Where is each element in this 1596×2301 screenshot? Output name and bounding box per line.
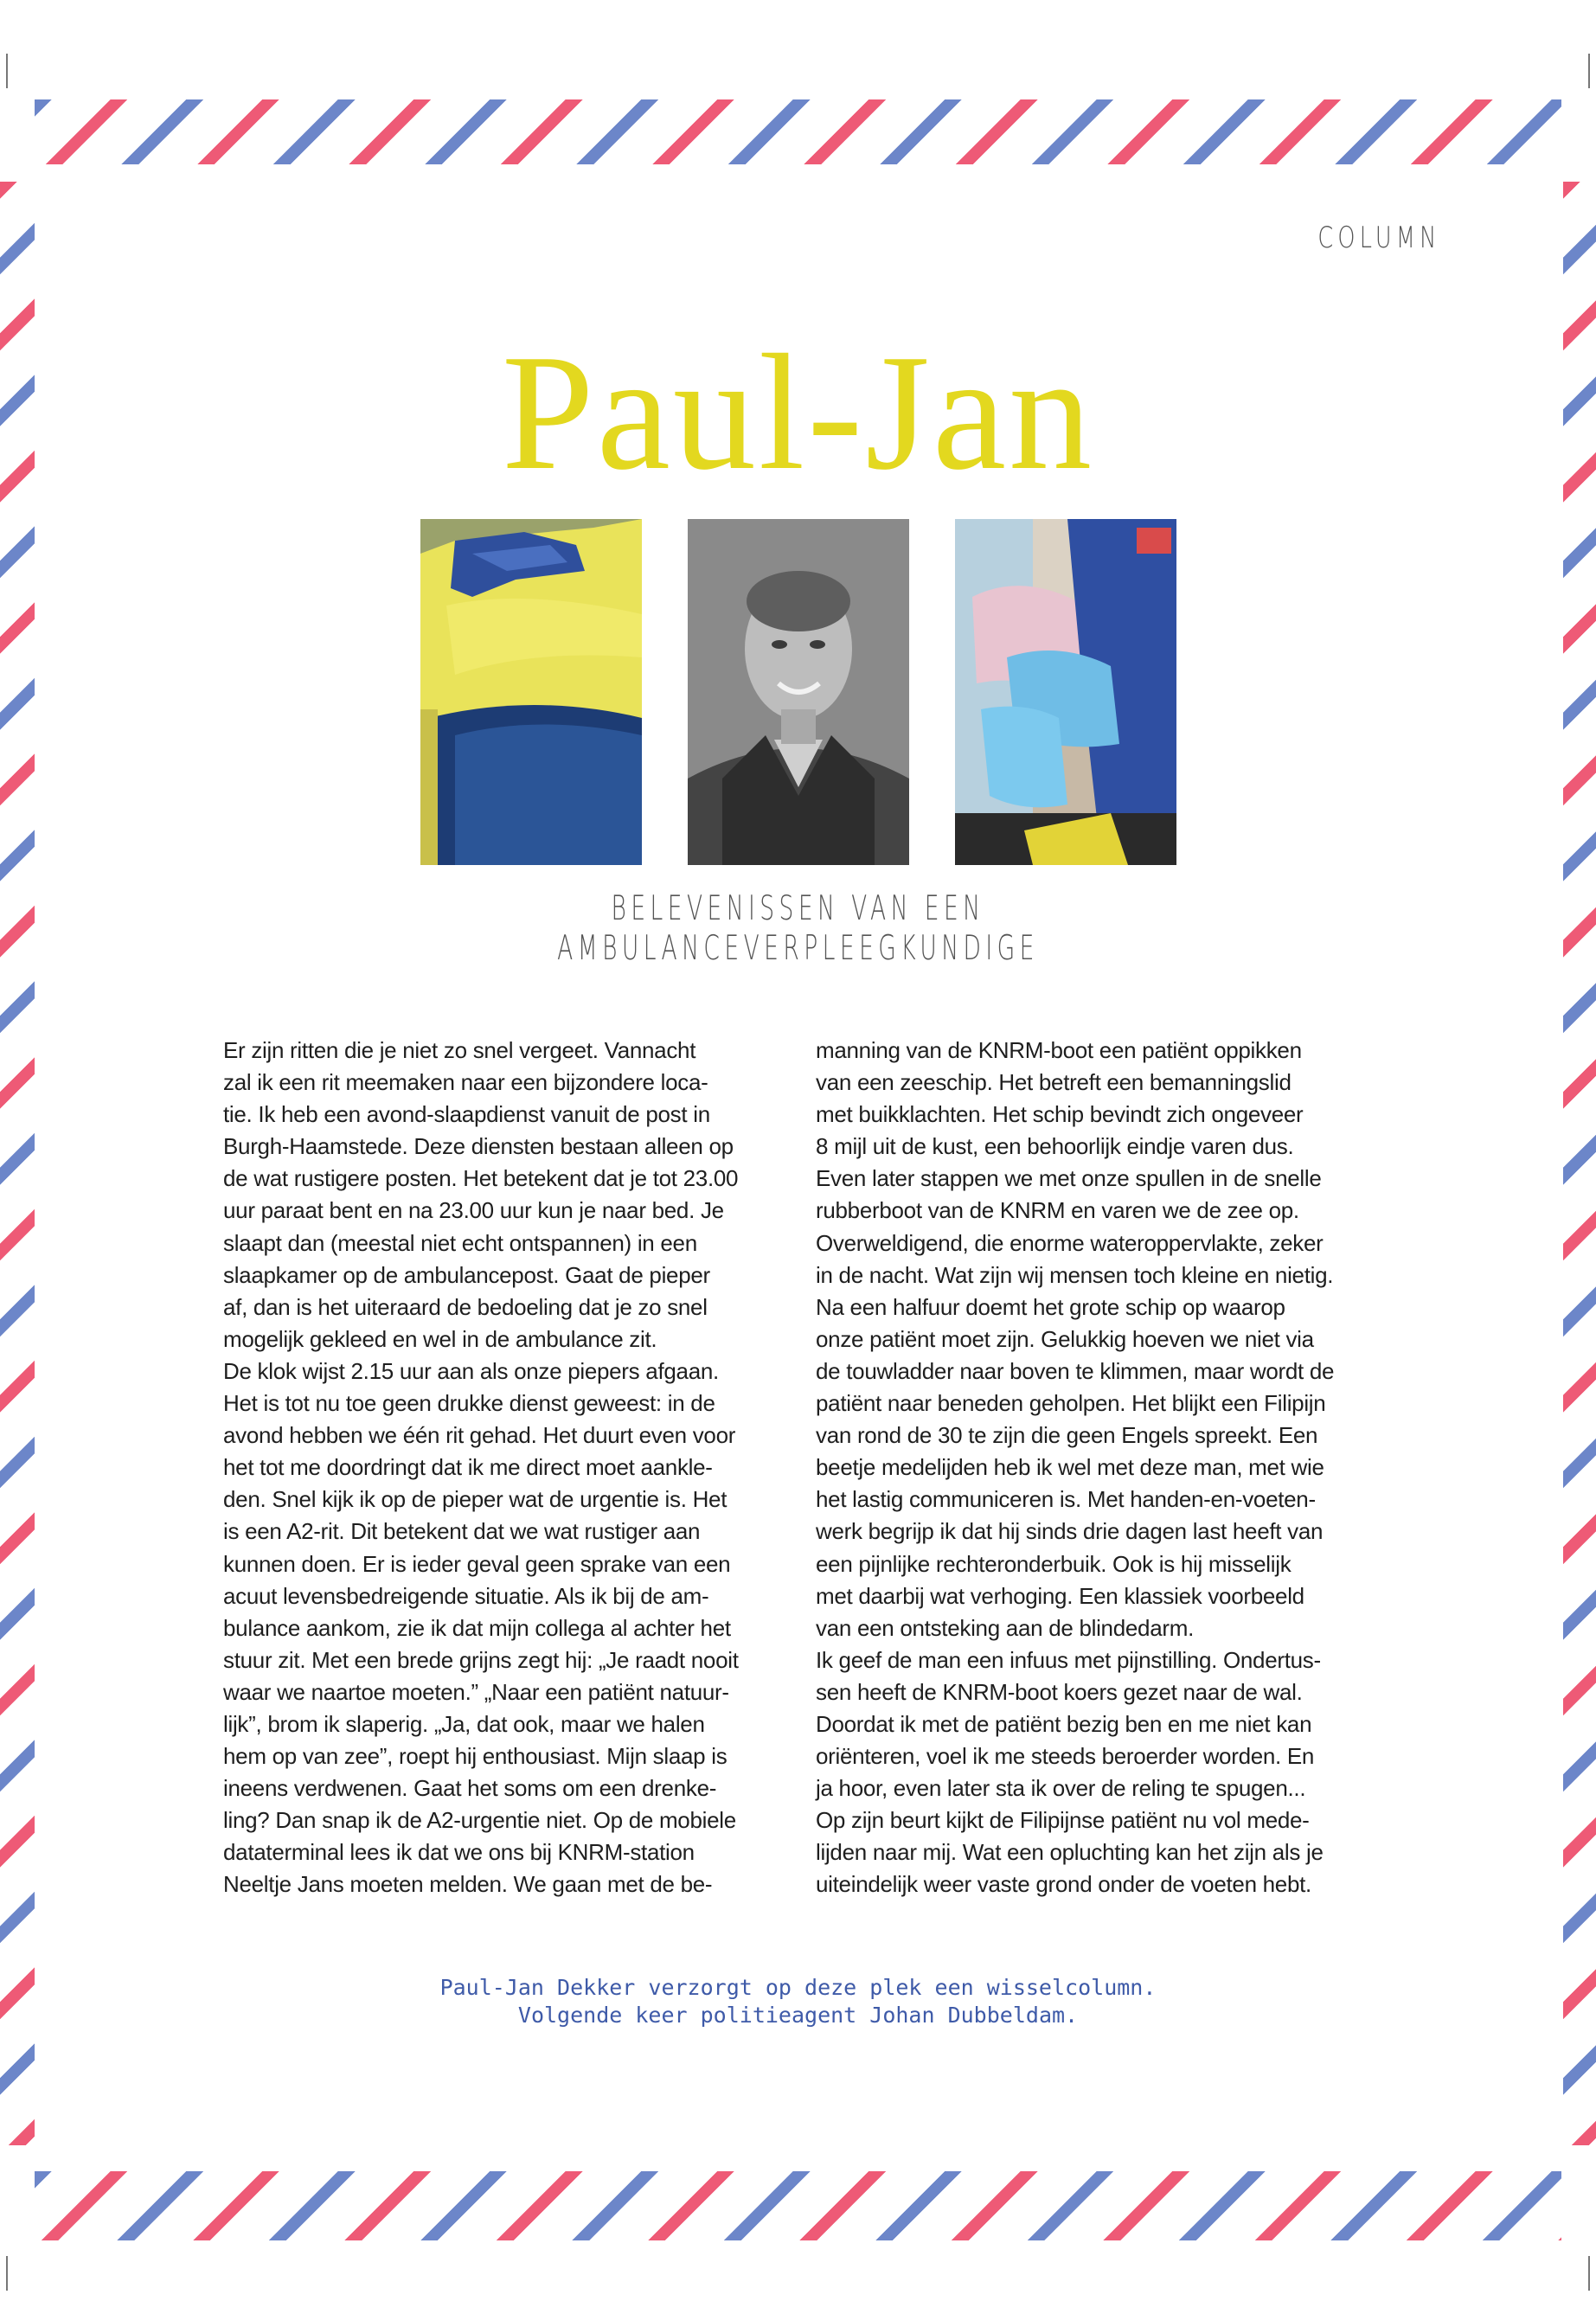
article-line: ja hoor, even later sta ik over de reling te spugen... <box>816 1775 1306 1802</box>
page-title: Paul-Jan <box>501 320 1095 504</box>
article-line: bulance aankom, zie ik dat mijn collega al achter het <box>223 1614 731 1641</box>
article-line: beetje medelijden heb ik wel met deze man, met wie <box>816 1454 1324 1481</box>
article-line: Ik geef de man een infuus met pijnstilling. Ondertus- <box>816 1646 1321 1673</box>
article-line: de touwladder naar boven te klimmen, maar wordt de <box>816 1357 1335 1384</box>
article-line: slaapkamer op de ambulancepost. Gaat de pieper <box>223 1261 710 1288</box>
article-line: den. Snel kijk ik op de pieper wat de urgentie is. Het <box>223 1486 727 1513</box>
article-column-right <box>816 1035 1369 1901</box>
article-line: manning van de KNRM-boot een patiënt oppikken <box>816 1037 1302 1063</box>
article-line: Na een halfuur doemt het grote schip op waarop <box>816 1293 1285 1320</box>
section-label: COLUMN <box>1317 221 1440 255</box>
article-line: ling? Dan snap ik de A2-urgentie niet. Op de mobiele <box>223 1807 736 1834</box>
ambulance-photo <box>420 519 642 865</box>
crop-mark <box>6 54 8 88</box>
subtitle-line: AMBULANCEVERPLEEGKUNDIGE <box>557 929 1039 968</box>
article-line: uur paraat bent en na 23.00 uur kun je naar bed. Je <box>223 1197 724 1224</box>
article-line: oriënteren, voel ik me steeds beroerder worden. En <box>816 1743 1315 1770</box>
article-line: zal ik een rit meemaken naar een bijzondere loca- <box>223 1069 708 1096</box>
article-line: met buikklachten. Het schip bevindt zich ongeveer <box>816 1101 1304 1128</box>
article-line: Er zijn ritten die je niet zo snel vergeet. Vannacht <box>223 1037 696 1063</box>
article-line: met daarbij wat verhoging. Een klassiek voorbeeld <box>816 1582 1304 1609</box>
article-line: dataterminal lees ik dat we ons bij KNRM-station <box>223 1839 695 1866</box>
article-line: patiënt naar beneden geholpen. Het blijkt een Filipijn <box>816 1390 1326 1417</box>
article-line: waar we naartoe moeten.” „Naar een patiënt natuur- <box>223 1678 729 1705</box>
article-line: De klok wijst 2.15 uur aan als onze piepers afgaan. <box>223 1357 719 1384</box>
article-line: kunnen doen. Er is ieder geval geen sprake van een <box>223 1550 731 1577</box>
article-line: rubberboot van de KNRM en varen we de zee op. <box>816 1197 1299 1224</box>
article-line: van een zeeschip. Het betreft een bemanningslid <box>816 1069 1292 1096</box>
article-line: is een A2-rit. Dit betekent dat we wat rustiger aan <box>223 1518 701 1545</box>
article-line: Overweldigend, die enorme wateroppervlakte, zeker <box>816 1229 1324 1256</box>
crop-mark <box>6 2256 8 2291</box>
airmail-border-bottom <box>35 2171 1561 2240</box>
article-line: werk begrijp ik dat hij sinds drie dagen last heeft van <box>816 1518 1324 1545</box>
crop-mark <box>1588 54 1590 88</box>
article-line: 8 mijl uit de kust, een behoorlijk eindje varen dus. <box>816 1133 1294 1160</box>
article-line: Even later stappen we met onze spullen in de snelle <box>816 1165 1322 1192</box>
article-line: van rond de 30 te zijn die geen Engels spreekt. Een <box>816 1422 1318 1449</box>
article-column-left <box>223 1035 777 1901</box>
article-line: slaapt dan (meestal niet echt ontspannen) in een <box>223 1229 697 1256</box>
article-line: een pijnlijke rechteronderbuik. Ook is hij misselijk <box>816 1550 1292 1577</box>
article-line: lijden naar mij. Wat een opluchting kan het zijn als je <box>816 1839 1324 1866</box>
subtitle-line: BELEVENISSEN VAN EEN <box>611 889 985 928</box>
article-line: avond hebben we één rit gehad. Het duurt even voor <box>223 1422 736 1449</box>
article-line: acuut levensbedreigende situatie. Als ik bij de am- <box>223 1582 709 1609</box>
article-line: Burgh-Haamstede. Deze diensten bestaan alleen op <box>223 1133 734 1160</box>
article-line: Doordat ik met de patiënt bezig ben en me niet kan <box>816 1710 1312 1737</box>
article-line: Het is tot nu toe geen drukke dienst geweest: in de <box>223 1390 715 1417</box>
crop-mark <box>1588 2256 1590 2291</box>
article-line: hem op van zee”, roept hij enthousiast. Mijn slaap is <box>223 1743 727 1770</box>
article-line: sen heeft de KNRM-boot koers gezet naar de wal. <box>816 1678 1303 1705</box>
article-line: onze patiënt moet zijn. Gelukkig hoeven we niet via <box>816 1325 1314 1352</box>
article-line: de wat rustigere posten. Het betekent dat je tot 23.00 <box>223 1165 739 1192</box>
article-line: ineens verdwenen. Gaat het soms om een drenke- <box>223 1775 717 1802</box>
article-line: van een ontsteking aan de blindedarm. <box>816 1614 1194 1641</box>
airmail-border-top <box>35 99 1561 164</box>
article-line: Op zijn beurt kijkt de Filipijnse patiënt nu vol mede- <box>816 1807 1310 1834</box>
article-line: het lastig communiceren is. Met handen-en-voeten- <box>816 1486 1316 1513</box>
article-line: het tot me doordringt dat ik me direct moet aankle- <box>223 1454 713 1481</box>
article-line: mogelijk gekleed en wel in de ambulance zit. <box>223 1325 657 1352</box>
portrait-photo <box>688 519 909 865</box>
gloves-photo <box>955 519 1176 865</box>
article-line: lijk”, brom ik slaperig. „Ja, dat ook, maar we halen <box>223 1710 705 1737</box>
footer-line: Paul-Jan Dekker verzorgt op deze plek een wisselcolumn. <box>439 1975 1157 2000</box>
article-line: stuur zit. Met een brede grijns zegt hij: „Je raadt nooit <box>223 1646 739 1673</box>
article-line: in de nacht. Wat zijn wij mensen toch kleine en nietig. <box>816 1261 1334 1288</box>
article-line: uiteindelijk weer vaste grond onder de voeten hebt. <box>816 1871 1311 1898</box>
article-line: tie. Ik heb een avond-slaapdienst vanuit de post in <box>223 1101 710 1128</box>
footer-line: Volgende keer politieagent Johan Dubbeldam. <box>517 2003 1079 2028</box>
article-line: Neeltje Jans moeten melden. We gaan met de be- <box>223 1871 713 1898</box>
subtitle <box>255 889 1341 969</box>
footer-note <box>0 1974 1596 2029</box>
article-line: af, dan is het uiteraard de bedoeling dat je zo snel <box>223 1293 708 1320</box>
